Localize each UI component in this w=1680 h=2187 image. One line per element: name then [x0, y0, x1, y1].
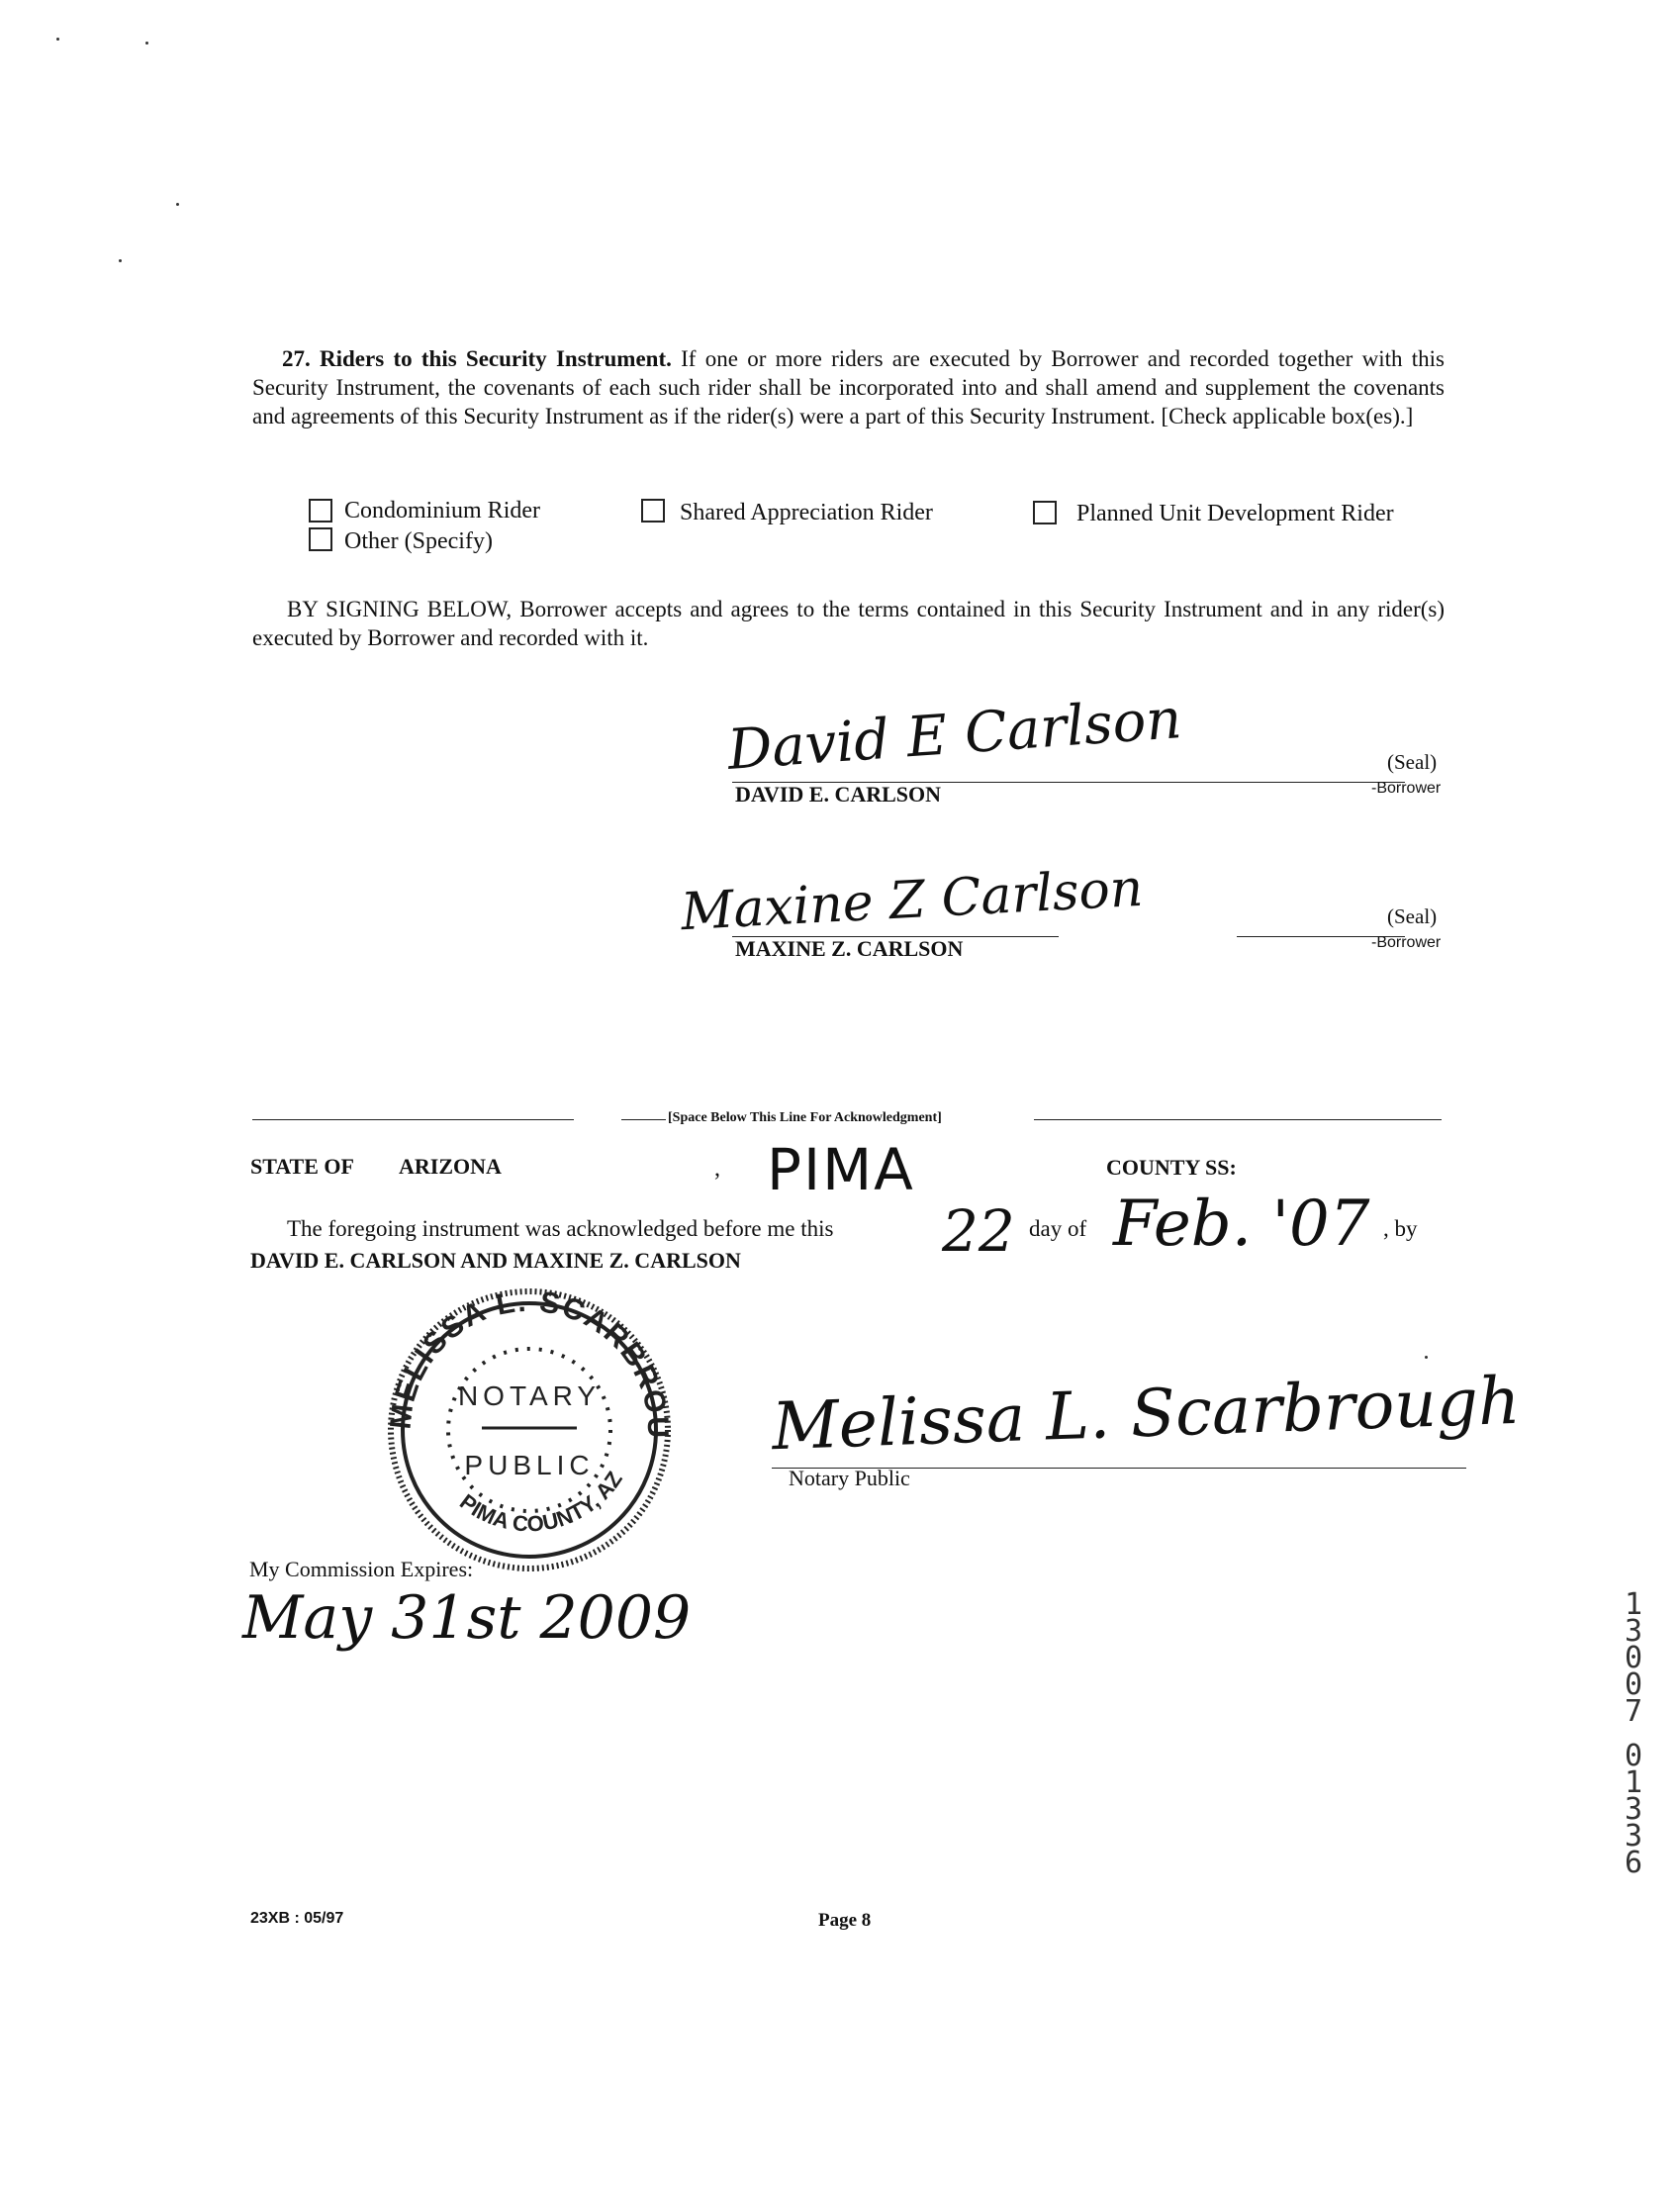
other-rider-label: Other (Specify) — [344, 528, 493, 554]
side-stamp-digit: 6 — [1624, 1846, 1643, 1880]
section-27-body: If one or more riders are executed by Borrower and recorded together with this Security Instrument, the covenants of each such rider shall be incorporated into and shall amend and supplement the covenants and agreements of this Security Instrument as if the rider(s) were a part of this Security Instrument. [Check applicable box(es).] — [252, 346, 1445, 428]
borrower-1-signature: David E Carlson — [725, 687, 1184, 783]
pud-rider-label: Planned Unit Development Rider — [1076, 501, 1394, 526]
state-label: STATE OF — [250, 1154, 354, 1179]
side-stamp-digit: 3 — [1624, 1819, 1643, 1854]
pud-rider-checkbox[interactable] — [1033, 501, 1057, 524]
seal-county-text: PIMA COUNTY, AZ — [455, 1467, 627, 1537]
borrower-2-role: -Borrower — [1371, 934, 1442, 951]
side-stamp-digit: 1 — [1624, 1765, 1643, 1800]
other-rider-checkbox[interactable] — [309, 527, 332, 551]
ack-divider-mid — [621, 1119, 666, 1120]
borrower-2-seal: (Seal) — [1387, 904, 1438, 928]
commission-label: My Commission Expires: — [249, 1557, 474, 1581]
notary-signature: Melissa L. Scarbrough — [770, 1362, 1522, 1466]
page-number: Page 8 — [818, 1910, 872, 1931]
notary-public-label: Notary Public — [789, 1466, 910, 1490]
signing-paragraph: BY SIGNING BELOW, Borrower accepts and agrees to the terms contained in this Security Instrument and in any rider(s) executed by Borrower and recorded with it. — [252, 597, 1445, 650]
section-27-title: 27. Riders to this Security Instrument. — [282, 346, 672, 371]
county-ss-label: COUNTY SS: — [1106, 1155, 1237, 1180]
ack-divider-left — [252, 1119, 574, 1120]
side-stamp-digit: 0 — [1624, 1641, 1643, 1675]
ack-month-year: Feb. '07 — [1113, 1188, 1370, 1261]
notary-seal — [371, 1282, 688, 1578]
side-stamp-digit: 3 — [1624, 1614, 1643, 1649]
condominium-rider-checkbox[interactable] — [309, 499, 332, 523]
ack-intro-text: The foregoing instrument was acknowledged before me this — [287, 1216, 834, 1241]
borrower-2-name: MAXINE Z. CARLSON — [735, 936, 964, 961]
form-code: 23XB : 05/97 — [250, 1910, 344, 1927]
side-stamp-digit: 3 — [1624, 1792, 1643, 1827]
borrower-1-role: -Borrower — [1371, 780, 1442, 797]
section-27-paragraph — [252, 344, 1445, 430]
side-stamp — [1619, 1587, 1648, 1880]
side-stamp-digit: 0 — [1624, 1739, 1643, 1773]
ack-day: 22 — [942, 1197, 1015, 1265]
state-value: ARIZONA — [399, 1154, 502, 1179]
seal-name-text: MELISSA L. SCARBROU — [384, 1284, 675, 1441]
borrower-1-seal: (Seal) — [1387, 750, 1438, 774]
borrower-2-signature: Maxine Z Carlson — [679, 858, 1145, 943]
ack-header: [Space Below This Line For Acknowledgment] — [668, 1110, 942, 1125]
by-label: , by — [1383, 1216, 1418, 1241]
county-comma: , — [714, 1156, 720, 1182]
side-stamp-digit: 0 — [1624, 1667, 1643, 1702]
ack-names: DAVID E. CARLSON AND MAXINE Z. CARLSON — [250, 1248, 741, 1273]
seal-notary-text: NOTARY — [457, 1380, 602, 1411]
shared-appreciation-rider-label: Shared Appreciation Rider — [680, 500, 933, 525]
svg-text:MELISSA L. SCARBROUGH — [371, 1282, 674, 1440]
notary-seal-graphic — [371, 1282, 688, 1578]
commission-date: May 31st 2009 — [242, 1583, 692, 1653]
condominium-rider-label: Condominium Rider — [344, 498, 540, 523]
side-stamp-digit: 7 — [1624, 1694, 1643, 1729]
ack-divider-right — [1034, 1119, 1442, 1120]
side-stamp-digit: 1 — [1624, 1587, 1643, 1622]
shared-appreciation-rider-checkbox[interactable] — [641, 499, 665, 523]
seal-public-text: PUBLIC — [464, 1450, 595, 1480]
county-handwritten: PIMA — [767, 1136, 915, 1203]
borrower-1-name: DAVID E. CARLSON — [735, 782, 942, 807]
day-of-label: day of — [1029, 1216, 1087, 1241]
